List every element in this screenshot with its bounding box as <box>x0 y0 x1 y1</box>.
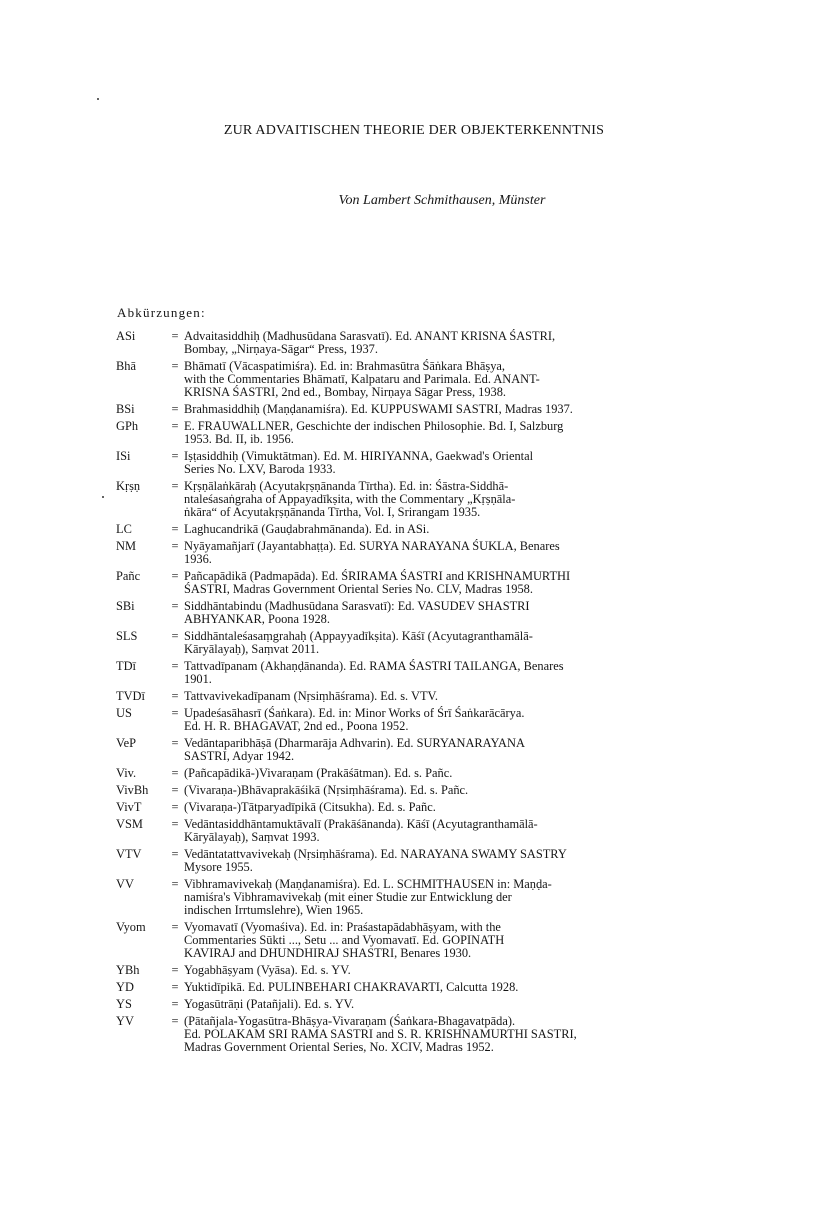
definition-line: Yuktidīpikā. Ed. PULINBEHARI CHAKRAVARTI, Calcutta 1928. <box>184 980 519 994</box>
definition-line: Commentaries Sūkti ..., Setu ... and Vyomavatī. Ed. GOPINATH <box>184 933 505 947</box>
abbreviation-entry <box>116 981 716 994</box>
abbreviation-definition <box>184 600 716 626</box>
definition-line: Siddhāntabindu (Madhusūdana Sarasvatī): Ed. VASUDEV SHASTRI <box>184 599 530 613</box>
abbreviation-definition <box>184 767 716 780</box>
definition-line: Upadeśasāhasrī (Śaṅkara). Ed. in: Minor Works of Śrī Śaṅkarācārya. <box>184 706 525 720</box>
scan-speck <box>102 496 104 498</box>
definition-line: ntaleśasaṅgraha of Appayadīkṣita, with the Commentary „Kṛṣṇāla- <box>184 492 516 506</box>
abbreviation-code: Bhā <box>116 359 136 373</box>
definition-line: Bombay, „Nirṇaya-Sāgar“ Press, 1937. <box>184 342 378 356</box>
abbreviation-definition <box>184 420 716 446</box>
abbreviation-definition <box>184 921 716 960</box>
abbreviation-entry <box>116 690 716 703</box>
definition-line: 1953. Bd. II, ib. 1956. <box>184 432 294 446</box>
article-title: ZUR ADVAITISCHEN THEORIE DER OBJEKTERKENNTNIS <box>223 123 605 138</box>
abbreviation-entry <box>116 784 716 797</box>
definition-line: Siddhāntaleśasaṃgrahaḥ (Appayyadīkṣita). Kāśī (Acyutagranthamālā- <box>184 629 533 643</box>
definition-line: Kāryālayaḥ), Saṃvat 1993. <box>184 830 320 844</box>
abbreviation-definition <box>184 523 716 536</box>
abbreviation-code: BSi <box>116 402 135 416</box>
abbreviation-entry <box>116 964 716 977</box>
abbreviation-code: NM <box>116 539 136 553</box>
abbreviation-definition <box>184 998 716 1011</box>
equals-sign: = <box>171 359 179 373</box>
abbreviation-entry <box>116 570 716 596</box>
abbreviation-code: YBh <box>116 963 140 977</box>
abbreviation-entry <box>116 660 716 686</box>
abbreviation-code: SBi <box>116 599 135 613</box>
abbreviation-definition <box>184 660 716 686</box>
equals-sign: = <box>171 783 179 797</box>
equals-sign: = <box>171 479 179 493</box>
equals-sign: = <box>171 997 179 1011</box>
equals-sign: = <box>171 402 179 416</box>
abbreviation-code: VV <box>116 877 134 891</box>
definition-line: (Pañcapādikā-)Vivaraṇam (Prakāśātman). Ed. s. Pañc. <box>184 766 453 780</box>
definition-line: Bhāmatī (Vācaspatimiśra). Ed. in: Brahmasūtra Śāṅkara Bhāṣya, <box>184 359 506 373</box>
abbreviation-code: ISi <box>116 449 131 463</box>
equals-sign: = <box>171 817 179 831</box>
abbreviation-definition <box>184 964 716 977</box>
abbreviation-code: YS <box>116 997 132 1011</box>
equals-sign: = <box>171 449 179 463</box>
definition-line: E. FRAUWALLNER, Geschichte der indischen Philosophie. Bd. I, Salzburg <box>184 419 564 433</box>
abbreviation-definition <box>184 540 716 566</box>
equals-sign: = <box>171 329 179 343</box>
abbreviation-entry <box>116 801 716 814</box>
definition-line: Vedāntatattvavivekaḥ (Nṛsiṃhāśrama). Ed. NARAYANA SWAMY SASTRY <box>184 847 567 861</box>
definition-line: Nyāyamañjarī (Jayantabhaṭṭa). Ed. SURYA NARAYANA ŚUKLA, Benares <box>184 539 560 553</box>
abbreviation-entry <box>116 737 716 763</box>
abbreviation-definition <box>184 818 716 844</box>
equals-sign: = <box>171 659 179 673</box>
definition-line: Laghucandrikā (Gauḍabrahmānanda). Ed. in ASi. <box>184 522 430 536</box>
definition-line: 1936. <box>184 552 212 566</box>
abbreviation-entry <box>116 1015 716 1054</box>
definition-line: Tattvavivekadīpanam (Nṛsiṃhāśrama). Ed. s. VTV. <box>184 689 438 703</box>
abbreviation-definition <box>184 878 716 917</box>
abbreviation-definition <box>184 570 716 596</box>
definition-line: Yogabhāṣyam (Vyāsa). Ed. s. YV. <box>184 963 351 977</box>
equals-sign: = <box>171 689 179 703</box>
equals-sign: = <box>171 1014 179 1028</box>
abbreviation-entry <box>116 450 716 476</box>
abbreviation-code: VivT <box>116 800 142 814</box>
abbreviation-entry <box>116 330 716 356</box>
definition-line: Advaitasiddhiḥ (Madhusūdana Sarasvatī). Ed. ANANT KRISNA ŚASTRI, <box>184 329 556 343</box>
abbreviation-entry <box>116 403 716 416</box>
abbreviation-entry <box>116 360 716 399</box>
definition-line: KRISNA ŚASTRI, 2nd ed., Bombay, Nirṇaya Sāgar Press, 1938. <box>184 385 507 399</box>
definition-line: Ed. H. R. BHAGAVAT, 2nd ed., Poona 1952. <box>184 719 409 733</box>
definition-line: SASTRI, Adyar 1942. <box>184 749 295 763</box>
definition-line: Tattvadīpanam (Akhaṇḍānanda). Ed. RAMA ŚASTRI TAILANGA, Benares <box>184 659 564 673</box>
abbreviation-code: US <box>116 706 132 720</box>
equals-sign: = <box>171 766 179 780</box>
definition-line: namiśra's Vibhramavivekaḥ (mit einer Studie zur Entwicklung der <box>184 890 512 904</box>
definition-line: Brahmasiddhiḥ (Maṇḍanamiśra). Ed. KUPPUSWAMI SASTRI, Madras 1937. <box>184 402 573 416</box>
abbreviation-definition <box>184 737 716 763</box>
definition-line: ŚASTRI, Madras Government Oriental Series No. CLV, Madras 1958. <box>184 582 533 596</box>
definition-line: Iṣṭasiddhiḥ (Vimuktātman). Ed. M. HIRIYANNA, Gaekwad's Oriental <box>184 449 534 463</box>
definition-line: Madras Government Oriental Series, No. XCIV, Madras 1952. <box>184 1040 494 1054</box>
abbreviation-definition <box>184 330 716 356</box>
article-author: Von Lambert Schmithausen, Münster <box>338 193 546 208</box>
abbreviation-entry <box>116 767 716 780</box>
abbreviation-entry <box>116 630 716 656</box>
definition-line: KAVIRAJ and DHUNDHIRAJ SHASTRI, Benares 1930. <box>184 946 472 960</box>
abbreviation-definition <box>184 784 716 797</box>
abbreviation-definition <box>184 848 716 874</box>
abbreviation-definition <box>184 707 716 733</box>
equals-sign: = <box>171 539 179 553</box>
abbreviation-code: ASi <box>116 329 136 343</box>
abbreviation-code: Pañc <box>116 569 141 583</box>
abbreviation-definition <box>184 450 716 476</box>
definition-line: (Vivaraṇa-)Bhāvaprakāśikā (Nṛsiṃhāśrama). Ed. s. Pañc. <box>184 783 469 797</box>
abbreviation-code: LC <box>116 522 132 536</box>
definition-line: Pañcapādikā (Padmapāda). Ed. ŚRIRAMA ŚASTRI and KRISHNAMURTHI <box>184 569 571 583</box>
abbreviation-definition <box>184 1015 716 1054</box>
equals-sign: = <box>171 419 179 433</box>
definition-line: with the Commentaries Bhāmatī, Kalpataru and Parimala. Ed. ANANT- <box>184 372 540 386</box>
abbreviation-code: YV <box>116 1014 134 1028</box>
abbreviation-code: Vyom <box>116 920 146 934</box>
abbreviation-code: TDī <box>116 659 136 673</box>
abbreviation-code: VSM <box>116 817 143 831</box>
abbreviation-definition <box>184 690 716 703</box>
definition-line: Yogasūtrāṇi (Patañjali). Ed. s. YV. <box>184 997 355 1011</box>
definition-line: Vedāntaparibhāṣā (Dharmarāja Adhvarin). Ed. SURYANARAYANA <box>184 736 525 750</box>
abbreviation-entry <box>116 540 716 566</box>
definition-line: Kṛṣṇālaṅkāraḥ (Acyutakṛṣṇānanda Tīrtha). Ed. in: Śāstra-Siddhā- <box>184 479 509 493</box>
abbreviation-entry <box>116 523 716 536</box>
definition-line: (Vivaraṇa-)Tātparyadīpikā (Citsukha). Ed. s. Pañc. <box>184 800 436 814</box>
abbreviation-code: SLS <box>116 629 138 643</box>
abbreviations-heading: Abkürzungen: <box>117 305 206 320</box>
definition-line: Vibhramavivekaḥ (Maṇḍanamiśra). Ed. L. SCHMITHAUSEN in: Maṇḍa- <box>184 877 552 891</box>
equals-sign: = <box>171 522 179 536</box>
equals-sign: = <box>171 800 179 814</box>
abbreviation-entry <box>116 420 716 446</box>
definition-line: Ed. POLAKAM SRI RAMA SASTRI and S. R. KRISHNAMURTHI SASTRI, <box>184 1027 577 1041</box>
abbreviation-code: Kṛṣṇ <box>116 479 141 493</box>
definition-line: Kāryālayaḥ), Saṃvat 2011. <box>184 642 320 656</box>
abbreviation-entry <box>116 707 716 733</box>
equals-sign: = <box>171 980 179 994</box>
abbreviation-code: TVDī <box>116 689 145 703</box>
definition-line: ṅkāra“ of Acyutakṛṣṇānanda Tīrtha, Vol. I, Srirangam 1935. <box>184 505 481 519</box>
abbreviation-definition <box>184 981 716 994</box>
definition-line: 1901. <box>184 672 212 686</box>
equals-sign: = <box>171 629 179 643</box>
definition-line: Series No. LXV, Baroda 1933. <box>184 462 336 476</box>
abbreviation-entry <box>116 600 716 626</box>
abbreviation-entry <box>116 921 716 960</box>
equals-sign: = <box>171 963 179 977</box>
abbreviation-code: YD <box>116 980 134 994</box>
abbreviation-code: VeP <box>116 736 136 750</box>
abbreviation-code: Viv. <box>116 766 137 780</box>
abbreviations-list <box>116 330 716 1058</box>
equals-sign: = <box>171 877 179 891</box>
equals-sign: = <box>171 599 179 613</box>
equals-sign: = <box>171 736 179 750</box>
equals-sign: = <box>171 569 179 583</box>
scan-speck <box>97 98 99 100</box>
abbreviation-code: VivBh <box>116 783 149 797</box>
definition-line: Vedāntasiddhāntamuktāvalī (Prakāśānanda). Kāśī (Acyutagranthamālā- <box>184 817 538 831</box>
abbreviation-code: GPh <box>116 419 139 433</box>
equals-sign: = <box>171 706 179 720</box>
abbreviation-entry <box>116 998 716 1011</box>
definition-line: Mysore 1955. <box>184 860 253 874</box>
abbreviation-definition <box>184 480 716 519</box>
definition-line: ABHYANKAR, Poona 1928. <box>184 612 330 626</box>
abbreviation-definition <box>184 403 716 416</box>
abbreviation-definition <box>184 801 716 814</box>
abbreviation-code: VTV <box>116 847 142 861</box>
abbreviation-definition <box>184 630 716 656</box>
abbreviation-entry <box>116 848 716 874</box>
abbreviation-entry <box>116 878 716 917</box>
equals-sign: = <box>171 920 179 934</box>
abbreviation-entry <box>116 480 716 519</box>
definition-line: (Pātañjala-Yogasūtra-Bhāṣya-Vivaraṇam (Śaṅkara-Bhagavatpāda). <box>184 1014 516 1028</box>
abbreviation-entry <box>116 818 716 844</box>
definition-line: indischen Irrtumslehre), Wien 1965. <box>184 903 364 917</box>
abbreviation-definition <box>184 360 716 399</box>
definition-line: Vyomavatī (Vyomaśiva). Ed. in: Praśastapādabhāṣyam, with the <box>184 920 501 934</box>
equals-sign: = <box>171 847 179 861</box>
